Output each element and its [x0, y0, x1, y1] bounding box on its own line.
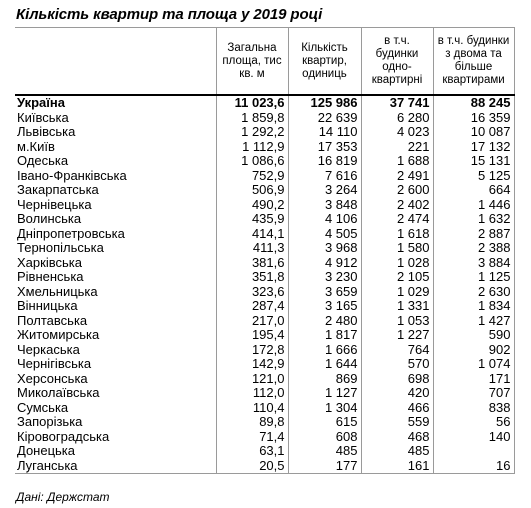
flats-cell: 3 659	[288, 285, 361, 300]
table-row	[15, 386, 514, 401]
multi-cell: 15 131	[433, 154, 514, 169]
flats-cell: 4 106	[288, 212, 361, 227]
region-name: Рівненська	[17, 269, 84, 285]
area-cell: 381,6	[216, 256, 288, 271]
table-row	[15, 140, 514, 155]
single-cell: 4 023	[361, 125, 433, 140]
region-name: Полтавська	[17, 312, 88, 328]
total-flats: 125 986	[288, 95, 361, 111]
area-cell: 435,9	[216, 212, 288, 227]
table-row	[15, 241, 514, 256]
table-row	[15, 357, 514, 372]
multi-cell: 1 074	[433, 357, 514, 372]
total-area: 11 023,6	[216, 95, 288, 111]
single-cell: 559	[361, 415, 433, 430]
multi-cell: 1 427	[433, 314, 514, 329]
single-cell: 1 580	[361, 241, 433, 256]
table-row	[15, 299, 514, 314]
region-name: Дніпропетровська	[17, 225, 125, 241]
total-single: 37 741	[361, 95, 433, 111]
single-cell: 1 053	[361, 314, 433, 329]
region-name: Закарпатська	[17, 182, 99, 198]
flats-cell: 177	[288, 459, 361, 474]
multi-cell: 5 125	[433, 169, 514, 184]
single-cell: 764	[361, 343, 433, 358]
single-cell: 1 618	[361, 227, 433, 242]
region-name: Львівська	[17, 124, 76, 140]
multi-cell: 171	[433, 372, 514, 387]
flats-cell: 14 110	[288, 125, 361, 140]
flats-cell: 16 819	[288, 154, 361, 169]
region-name: м.Київ	[17, 138, 55, 154]
area-cell: 63,1	[216, 444, 288, 459]
region-name: Одеська	[17, 153, 69, 169]
flats-cell: 1 127	[288, 386, 361, 401]
area-cell: 20,5	[216, 459, 288, 474]
flats-cell: 1 644	[288, 357, 361, 372]
area-cell: 112,0	[216, 386, 288, 401]
flats-cell: 3 848	[288, 198, 361, 213]
multi-cell: 1 834	[433, 299, 514, 314]
single-cell: 1 331	[361, 299, 433, 314]
header-area: Загальна площа, тис кв. м	[216, 28, 288, 96]
region-name: Чернігівська	[17, 356, 92, 372]
multi-cell: 1 446	[433, 198, 514, 213]
header-single: в т.ч. будинки одно-квартирні	[361, 28, 433, 96]
header-region	[15, 28, 216, 96]
single-cell: 468	[361, 430, 433, 445]
table-row	[15, 314, 514, 329]
single-cell: 2 474	[361, 212, 433, 227]
area-cell: 490,2	[216, 198, 288, 213]
multi-cell: 2 887	[433, 227, 514, 242]
flats-cell: 3 230	[288, 270, 361, 285]
multi-cell: 707	[433, 386, 514, 401]
single-cell: 1 688	[361, 154, 433, 169]
area-cell: 752,9	[216, 169, 288, 184]
area-cell: 323,6	[216, 285, 288, 300]
area-cell: 411,3	[216, 241, 288, 256]
region-name: Волинська	[17, 211, 82, 227]
total-name: Україна	[17, 95, 66, 111]
flats-cell: 3 968	[288, 241, 361, 256]
region-name: Івано-Франківська	[17, 167, 127, 183]
single-cell: 161	[361, 459, 433, 474]
single-cell: 2 105	[361, 270, 433, 285]
table-row	[15, 444, 514, 459]
flats-cell: 1 666	[288, 343, 361, 358]
flats-cell: 22 639	[288, 111, 361, 126]
flats-cell: 4 912	[288, 256, 361, 271]
area-cell: 414,1	[216, 227, 288, 242]
table-row	[15, 270, 514, 285]
source-note: Дані: Держстат	[16, 490, 110, 504]
flats-cell: 1 817	[288, 328, 361, 343]
region-name: Миколаївська	[17, 385, 100, 401]
region-name: Хмельницька	[17, 283, 98, 299]
area-cell: 1 086,6	[216, 154, 288, 169]
table-row	[15, 256, 514, 271]
region-name: Сумська	[17, 399, 69, 415]
header-row	[15, 28, 514, 96]
table-row	[15, 430, 514, 445]
single-cell: 466	[361, 401, 433, 416]
area-cell: 71,4	[216, 430, 288, 445]
flats-cell: 7 616	[288, 169, 361, 184]
housing-table	[15, 27, 515, 474]
flats-cell: 1 304	[288, 401, 361, 416]
table-row	[15, 212, 514, 227]
header-flats: Кількість квартир, одиниць	[288, 28, 361, 96]
table-row	[15, 415, 514, 430]
area-cell: 287,4	[216, 299, 288, 314]
single-cell: 2 402	[361, 198, 433, 213]
flats-cell: 608	[288, 430, 361, 445]
region-name: Кіровоградська	[17, 428, 110, 444]
table-row	[15, 372, 514, 387]
flats-cell: 869	[288, 372, 361, 387]
header-multi: в т.ч. будинки з двома та більше квартирами	[433, 28, 514, 96]
flats-cell: 4 505	[288, 227, 361, 242]
table-row	[15, 125, 514, 140]
total-row	[15, 95, 514, 111]
table-row	[15, 183, 514, 198]
multi-cell: 17 132	[433, 140, 514, 155]
multi-cell: 3 884	[433, 256, 514, 271]
region-name: Тернопільська	[17, 240, 104, 256]
multi-cell: 1 632	[433, 212, 514, 227]
multi-cell	[433, 444, 514, 459]
table-row	[15, 227, 514, 242]
area-cell: 1 859,8	[216, 111, 288, 126]
multi-cell: 16 359	[433, 111, 514, 126]
single-cell: 485	[361, 444, 433, 459]
region-name: Харківська	[17, 254, 82, 270]
flats-cell: 2 480	[288, 314, 361, 329]
region-name: Житомирська	[17, 327, 100, 343]
area-cell: 217,0	[216, 314, 288, 329]
area-cell: 121,0	[216, 372, 288, 387]
region-name: Херсонська	[17, 370, 88, 386]
area-cell: 142,9	[216, 357, 288, 372]
single-cell: 698	[361, 372, 433, 387]
multi-cell: 140	[433, 430, 514, 445]
table-row	[15, 169, 514, 184]
single-cell: 570	[361, 357, 433, 372]
table-row	[15, 328, 514, 343]
region-name: Черкаська	[17, 341, 80, 357]
table-row	[15, 459, 514, 474]
area-cell: 1 292,2	[216, 125, 288, 140]
single-cell: 2 491	[361, 169, 433, 184]
multi-cell: 1 125	[433, 270, 514, 285]
multi-cell: 590	[433, 328, 514, 343]
multi-cell: 838	[433, 401, 514, 416]
flats-cell: 3 264	[288, 183, 361, 198]
flats-cell: 3 165	[288, 299, 361, 314]
area-cell: 506,9	[216, 183, 288, 198]
flats-cell: 485	[288, 444, 361, 459]
multi-cell: 902	[433, 343, 514, 358]
table-row	[15, 154, 514, 169]
area-cell: 195,4	[216, 328, 288, 343]
area-cell: 1 112,9	[216, 140, 288, 155]
region-name: Вінницька	[17, 298, 78, 314]
table-row	[15, 401, 514, 416]
region-name: Донецька	[17, 443, 76, 459]
region-name: Київська	[17, 109, 69, 125]
multi-cell: 56	[433, 415, 514, 430]
region-name: Луганська	[15, 459, 216, 474]
flats-cell: 615	[288, 415, 361, 430]
single-cell: 6 280	[361, 111, 433, 126]
multi-cell: 2 388	[433, 241, 514, 256]
single-cell: 1 028	[361, 256, 433, 271]
table-row	[15, 343, 514, 358]
multi-cell: 16	[433, 459, 514, 474]
single-cell: 1 029	[361, 285, 433, 300]
multi-cell: 10 087	[433, 125, 514, 140]
area-cell: 89,8	[216, 415, 288, 430]
single-cell: 221	[361, 140, 433, 155]
multi-cell: 664	[433, 183, 514, 198]
table-title: Кількість квартир та площа у 2019 році	[16, 6, 323, 23]
table-row	[15, 111, 514, 126]
flats-cell: 17 353	[288, 140, 361, 155]
region-name: Запорізька	[17, 414, 83, 430]
single-cell: 1 227	[361, 328, 433, 343]
region-name: Чернівецька	[17, 196, 92, 212]
area-cell: 351,8	[216, 270, 288, 285]
table-row	[15, 198, 514, 213]
area-cell: 110,4	[216, 401, 288, 416]
single-cell: 420	[361, 386, 433, 401]
table-row	[15, 285, 514, 300]
area-cell: 172,8	[216, 343, 288, 358]
single-cell: 2 600	[361, 183, 433, 198]
multi-cell: 2 630	[433, 285, 514, 300]
total-multi: 88 245	[433, 95, 514, 111]
